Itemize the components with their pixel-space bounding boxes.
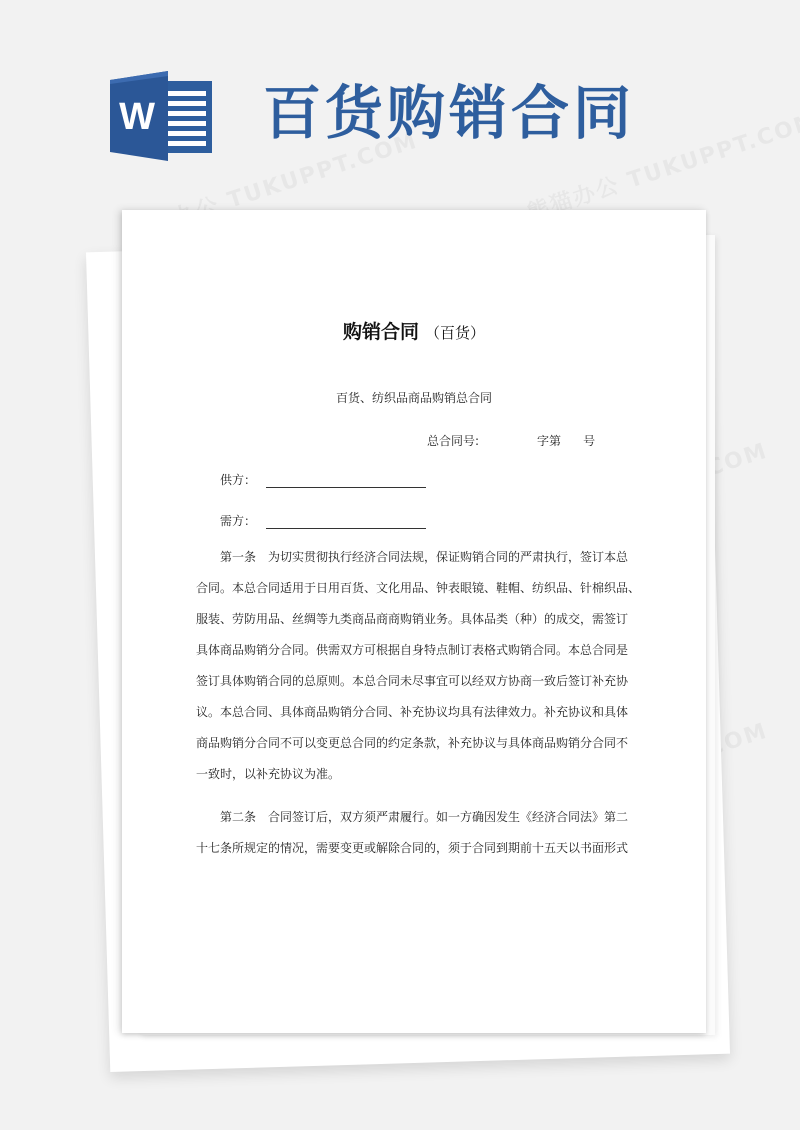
banner-title: 百货购销合同 (263, 79, 636, 147)
article-1-line: 议。本总合同、具体商品购销分合同、补充协议均具有法律效力。补充协议和具体 (196, 705, 629, 719)
document-body (196, 542, 641, 864)
title-suffix: （百货） (425, 324, 486, 342)
document-subtitle: 百货、纺织品商品购销总合同 (335, 391, 492, 405)
article-1-line: 签订具体购销合同的总原则。本总合同未尽事宜可以经双方协商一致后签订补充协 (196, 674, 629, 688)
document-page (122, 210, 706, 1033)
text-line: 合同签订后，双方须严肃履行。如一方确因发生《经济合同法》第二 (268, 810, 629, 824)
buyer-blank-line[interactable] (266, 516, 426, 529)
article-1-heading: 第一条 (220, 550, 257, 564)
buyer-label: 需方： (220, 514, 257, 528)
supplier-blank-line[interactable] (266, 475, 426, 488)
article-1-line: 一致时，以补充协议为准。 (196, 767, 341, 781)
article-2-line: 十七条所规定的情况，需要变更或解除合同的，须于合同到期前十五天以书面形式 (196, 841, 629, 855)
article-1-line (196, 542, 632, 573)
svg-text:W: W (119, 96, 155, 138)
article-2-heading: 第二条 (220, 810, 257, 824)
article-2-line (196, 802, 632, 833)
supplier-label: 供方： (220, 473, 257, 487)
supplier-field (220, 471, 426, 488)
contract-no-label: 总合同号: (427, 434, 480, 448)
article-1-line: 服装、劳防用品、丝绸等九类商品商商购销业务。具体品类（种）的成交，需签订 (196, 612, 629, 626)
contract-num-label: 号 (583, 434, 596, 448)
title-main: 购销合同 (342, 321, 419, 343)
document-title (122, 317, 706, 344)
article-1-line: 具体商品购销分合同。供需双方可根据自身特点制订表格式购销合同。本总合同是 (196, 643, 629, 657)
contract-number (427, 432, 595, 449)
contract-char-label: 字第 (537, 434, 562, 448)
article-1-line: 商品购销分合同不可以变更总合同的约定条款，补充协议与具体商品购销分合同不 (196, 736, 629, 750)
banner-header (0, 0, 800, 190)
microsoft-word-icon (110, 71, 214, 161)
text-line: 为切实贯彻执行经济合同法规，保证购销合同的严肃执行，签订本总 (268, 550, 629, 564)
article-1-line: 合同。本总合同适用于日用百货、文化用品、钟表眼镜、鞋帽、纺织品、针棉织品、 (196, 581, 641, 595)
buyer-field (220, 512, 426, 529)
